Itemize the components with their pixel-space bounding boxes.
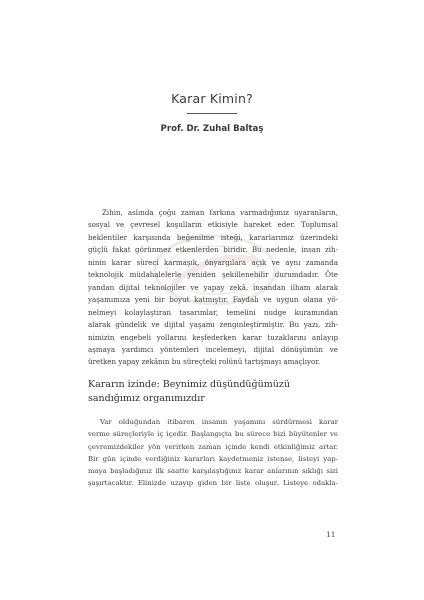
abstract-line: nelmeyi kolaylaştıran tasarımlar, temelini nudge kuramından [88,307,338,317]
abstract-line: yaşamımıza yeni bir boyut katmıştır. Faydalı ve uygun olana yö- [88,295,338,305]
abstract-line: beklentiler karşısında beğenilme isteği, kararlarımız üzerindeki [88,232,338,242]
body-line: maya başladığınız ilk saatte karşılaştığınız karar anlarının sıklığı sizi [88,467,338,476]
page-number: 11 [326,530,336,539]
section-heading-line: Kararın izinde: Beynimiz düşündüğümüzü [88,379,290,390]
abstract-line: teknolojik müdahalelerle yeniden şekillenebilir durumdadır. Öte [88,270,338,280]
abstract-line: üretken yapay zekânın bu süreçteki rolünü tartışmayı amaçlıyor. [88,357,321,367]
chapter-author: Prof. Dr. Zuhal Baltaş [160,124,264,134]
abstract-line: sosyal ve çevresel koşulların etkisiyle hareket eder. Toplumsal [88,220,338,230]
section-heading [88,378,348,405]
section-heading-line: sandığımız organımızdır [88,392,205,404]
body-line: verme süreçleriyle iç içedir. Başlangıçta bu sürece bizi büyütenler ve [88,430,338,439]
abstract-line: güçlü fakat görünmez etkenlerden biridir. Bu nedenle, insan zih- [88,245,338,255]
abstract-line: yandan dijital teknolojiler ve yapay zekâ, insandan ilham alarak [88,282,338,292]
body-line: Var olduğundan itibaren insanın yaşamını sürdürmesi karar [100,418,338,426]
abstract-line: alarak gündelik ve dijital yaşamı zenginleştirmiştir. Bu yazı, zih- [88,320,338,330]
section-body [88,416,338,490]
chapter-title: Karar Kimin? [171,91,253,106]
abstract-line: nimizin engebeli yollarını keşfederken karar tuzaklarını anlayıp [88,332,338,342]
abstract-line: ninin karar süreci karmaşık, önyargılara açık ve aynı zamanda [88,257,338,267]
abstract-line: aşmaya yardımcı yöntemleri incelemeyi, dijital dönüşümün ve [88,344,338,354]
chapter-abstract [88,207,338,369]
body-line: şaşırtacaktır. Elinizde uzayıp giden bir liste oluşur. Listeye odakla- [88,479,338,488]
body-line: Bir gün içinde verdiğiniz kararları kaydetmeniz istense, listeyi yap- [88,454,338,463]
title-divider [187,113,237,114]
abstract-line: Zihin, aslında çoğu zaman farkına varmadığımız uyaranların, [102,208,338,217]
body-line: çevremizdekiler yön verirken zaman içinde kendi etkinliğimiz artar. [88,442,338,451]
